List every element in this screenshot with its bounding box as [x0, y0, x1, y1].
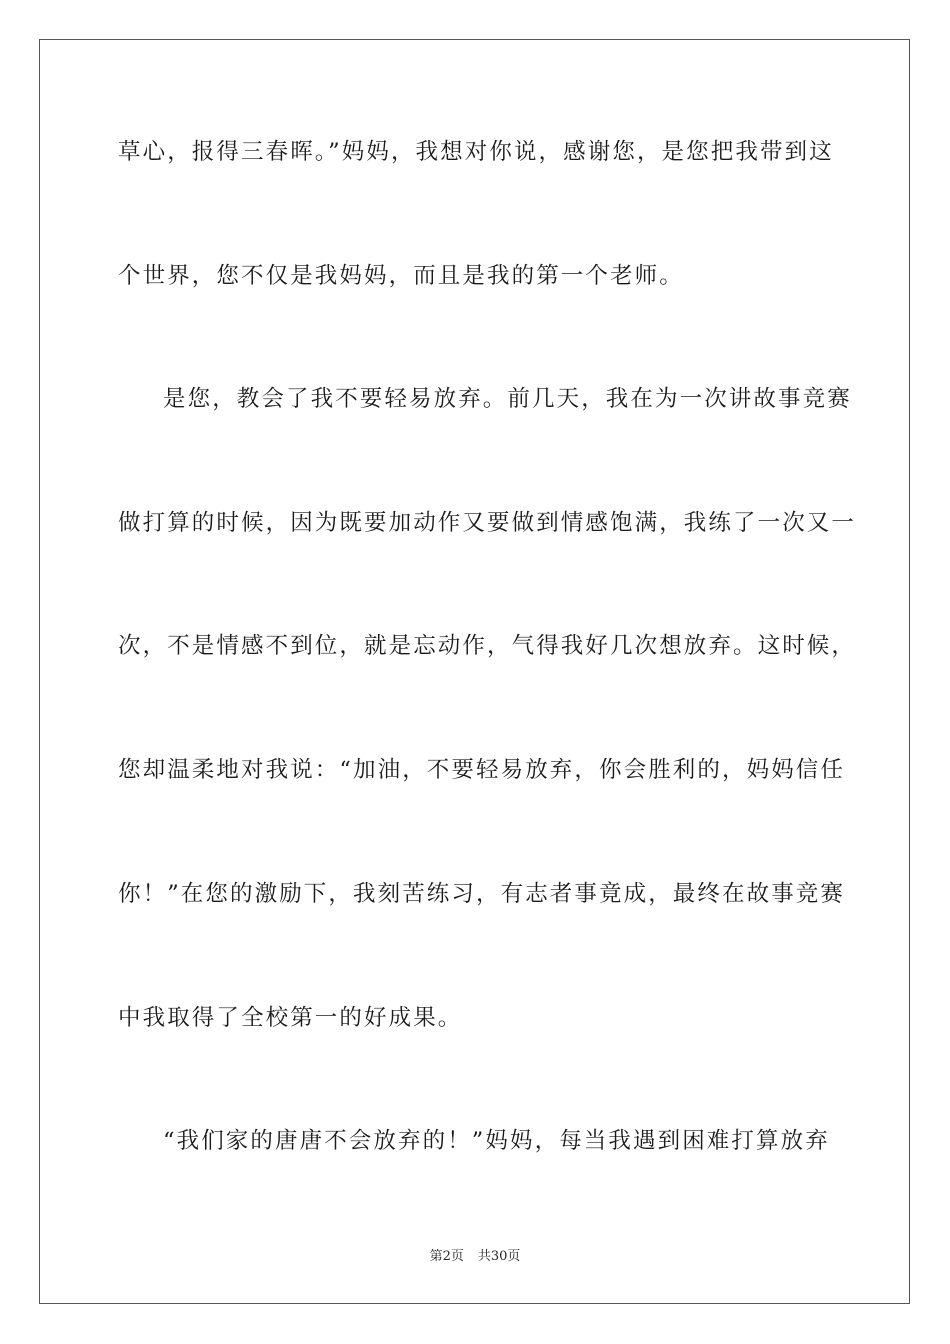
body-text-line: 个世界，您不仅是我妈妈，而且是我的第一个老师。 [118, 263, 684, 289]
page-border [39, 39, 910, 1304]
paragraph-first-line: 是您，教会了我不要轻易放弃。前几天，我在为一次讲故事竞赛 [163, 386, 852, 412]
paragraph-first-line: “我们家的唐唐不会放弃的！”妈妈，每当我遇到困难打算放弃 [163, 1128, 830, 1154]
body-text-line: 您却温柔地对我说：“加油，不要轻易放弃，你会胜利的，妈妈信任 [118, 757, 846, 783]
total-pages: 共30页 [477, 1249, 521, 1264]
body-text-line: 做打算的时候，因为既要加动作又要做到情感饱满，我练了一次又一 [118, 510, 857, 536]
page-footer [0, 1248, 950, 1266]
body-text-line: 草心，报得三春晖。”妈妈，我想对你说，感谢您，是您把我带到这 [118, 139, 834, 165]
body-text-line: 你！”在您的激励下，我刻苦练习，有志者事竟成，最终在故事竞赛 [118, 881, 846, 907]
body-text-line: 中我取得了全校第一的好成果。 [118, 1005, 463, 1031]
page-number: 第2页 [429, 1249, 464, 1264]
body-text-line: 次，不是情感不到位，就是忘动作，气得我好几次想放弃。这时候， [118, 633, 857, 659]
